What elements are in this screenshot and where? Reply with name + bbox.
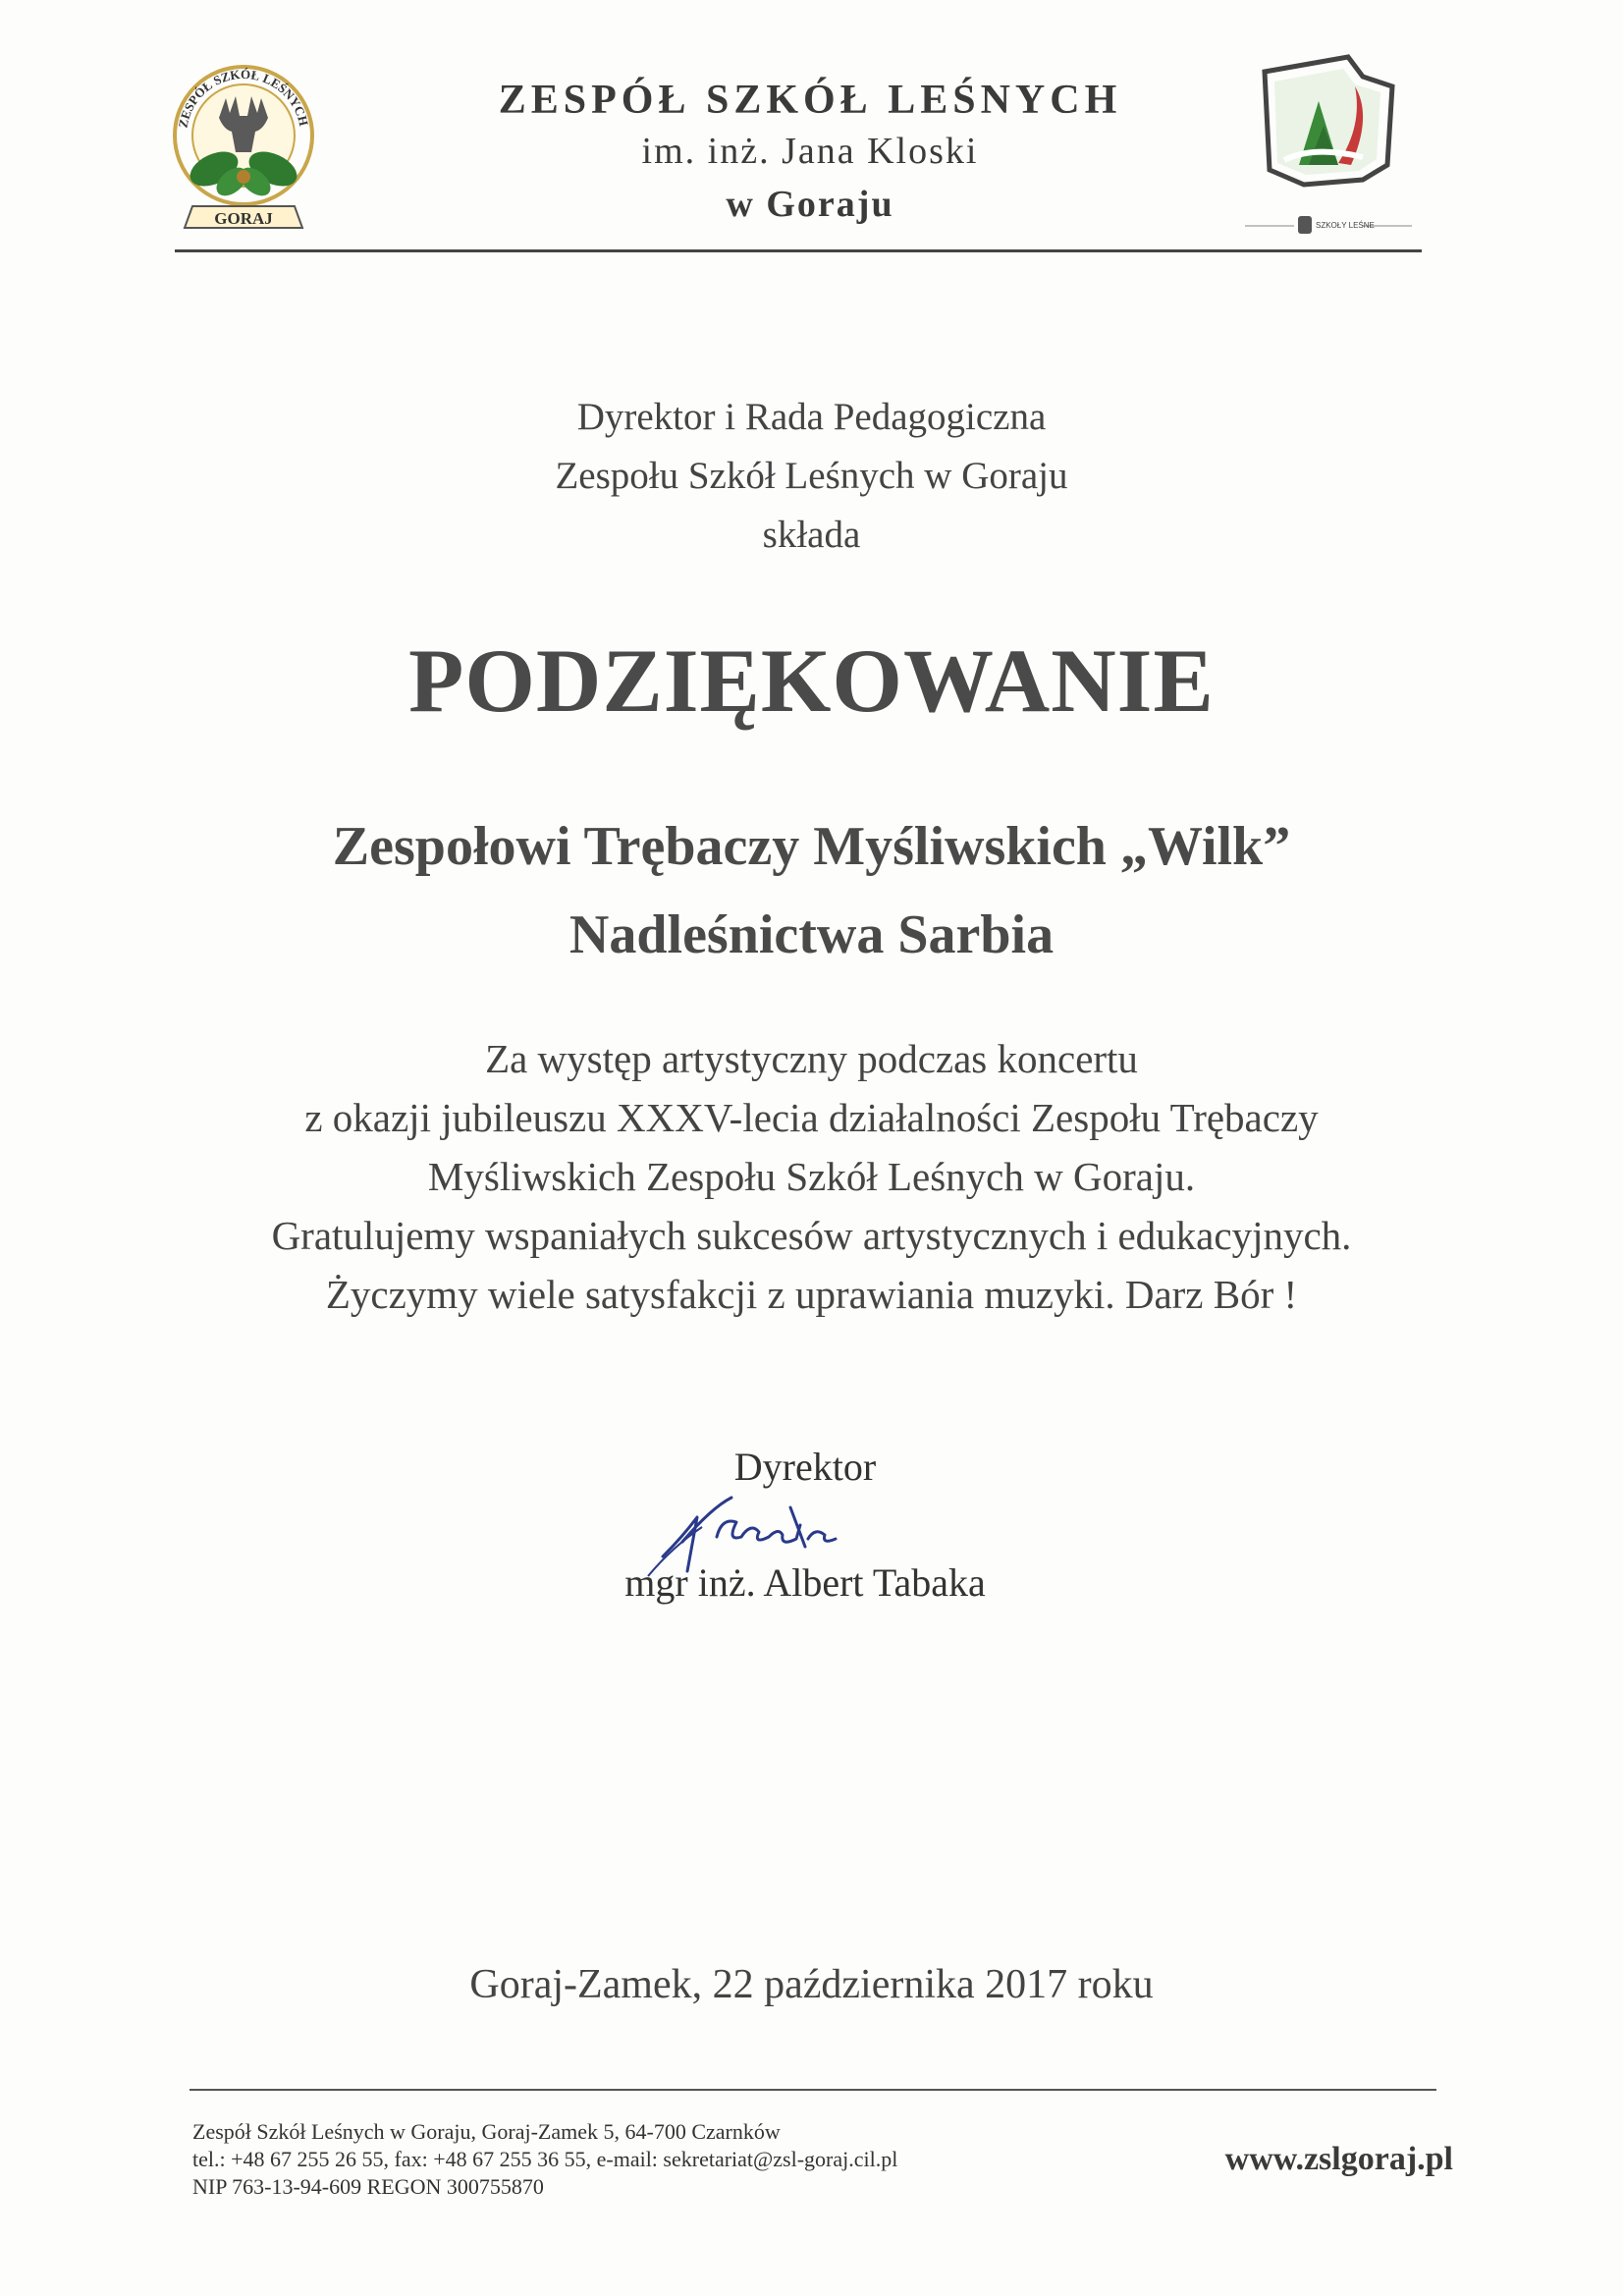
signer-name: mgr inż. Albert Tabaka (624, 1560, 986, 1605)
signature-title: Dyrektor (733, 1445, 877, 1489)
svg-text:ZESPÓŁ SZKÓŁ LEŚNYCH: ZESPÓŁ SZKÓŁ LEŚNYCH (175, 66, 312, 130)
footer-registry: NIP 763-13-94-609 REGON 300755870 (192, 2174, 544, 2199)
body-line: Myśliwskich Zespołu Szkół Leśnych w Goraju. (427, 1154, 1196, 1199)
school-name: ZESPÓŁ SZKÓŁ LEŚNYCH (498, 78, 1122, 123)
forest-schools-logo-icon (1245, 47, 1412, 244)
body-line: Gratulujemy wspaniałych sukcesów artystycznych i edukacyjnych. (271, 1213, 1352, 1258)
school-emblem-icon (165, 59, 322, 246)
place-and-date: Goraj-Zamek, 22 października 2017 roku (469, 1962, 1154, 2007)
footer-divider (189, 2089, 1436, 2091)
footer-contact: tel.: +48 67 255 26 55, fax: +48 67 255 36 55, e-mail: sekretariat@zsl-goraj.cil.pl (192, 2147, 898, 2171)
school-location: w Goraju (726, 184, 894, 225)
intro-line-2: Zespołu Szkół Leśnych w Goraju (555, 455, 1068, 497)
left-logo-caption: GORAJ (214, 209, 273, 228)
intro-line-3: składa (762, 514, 861, 556)
right-logo-caption: SZKOŁY LEŚNE (1316, 221, 1375, 230)
recipient-line-1: Zespołowi Trębaczy Myśliwskich „Wilk” (332, 816, 1291, 877)
school-patron: im. inż. Jana Kloski (641, 131, 979, 172)
document-title: PODZIĘKOWANIE (408, 630, 1215, 731)
body-line: z okazji jubileuszu XXXV-lecia działalności Zespołu Trębaczy (304, 1095, 1319, 1140)
recipient-line-2: Nadleśnictwa Sarbia (568, 904, 1055, 965)
footer-address: Zespół Szkół Leśnych w Goraju, Goraj-Zamek 5, 64-700 Czarnków (192, 2119, 781, 2144)
intro-line-1: Dyrektor i Rada Pedagogiczna (576, 396, 1047, 438)
header-divider (175, 249, 1422, 252)
website-link[interactable]: www.zslgoraj.pl (1224, 2141, 1453, 2177)
body-line: Za występ artystyczny podczas koncertu (485, 1036, 1138, 1081)
body-line: Życzymy wiele satysfakcji z uprawiania muzyki. Darz Bór ! (325, 1272, 1298, 1317)
